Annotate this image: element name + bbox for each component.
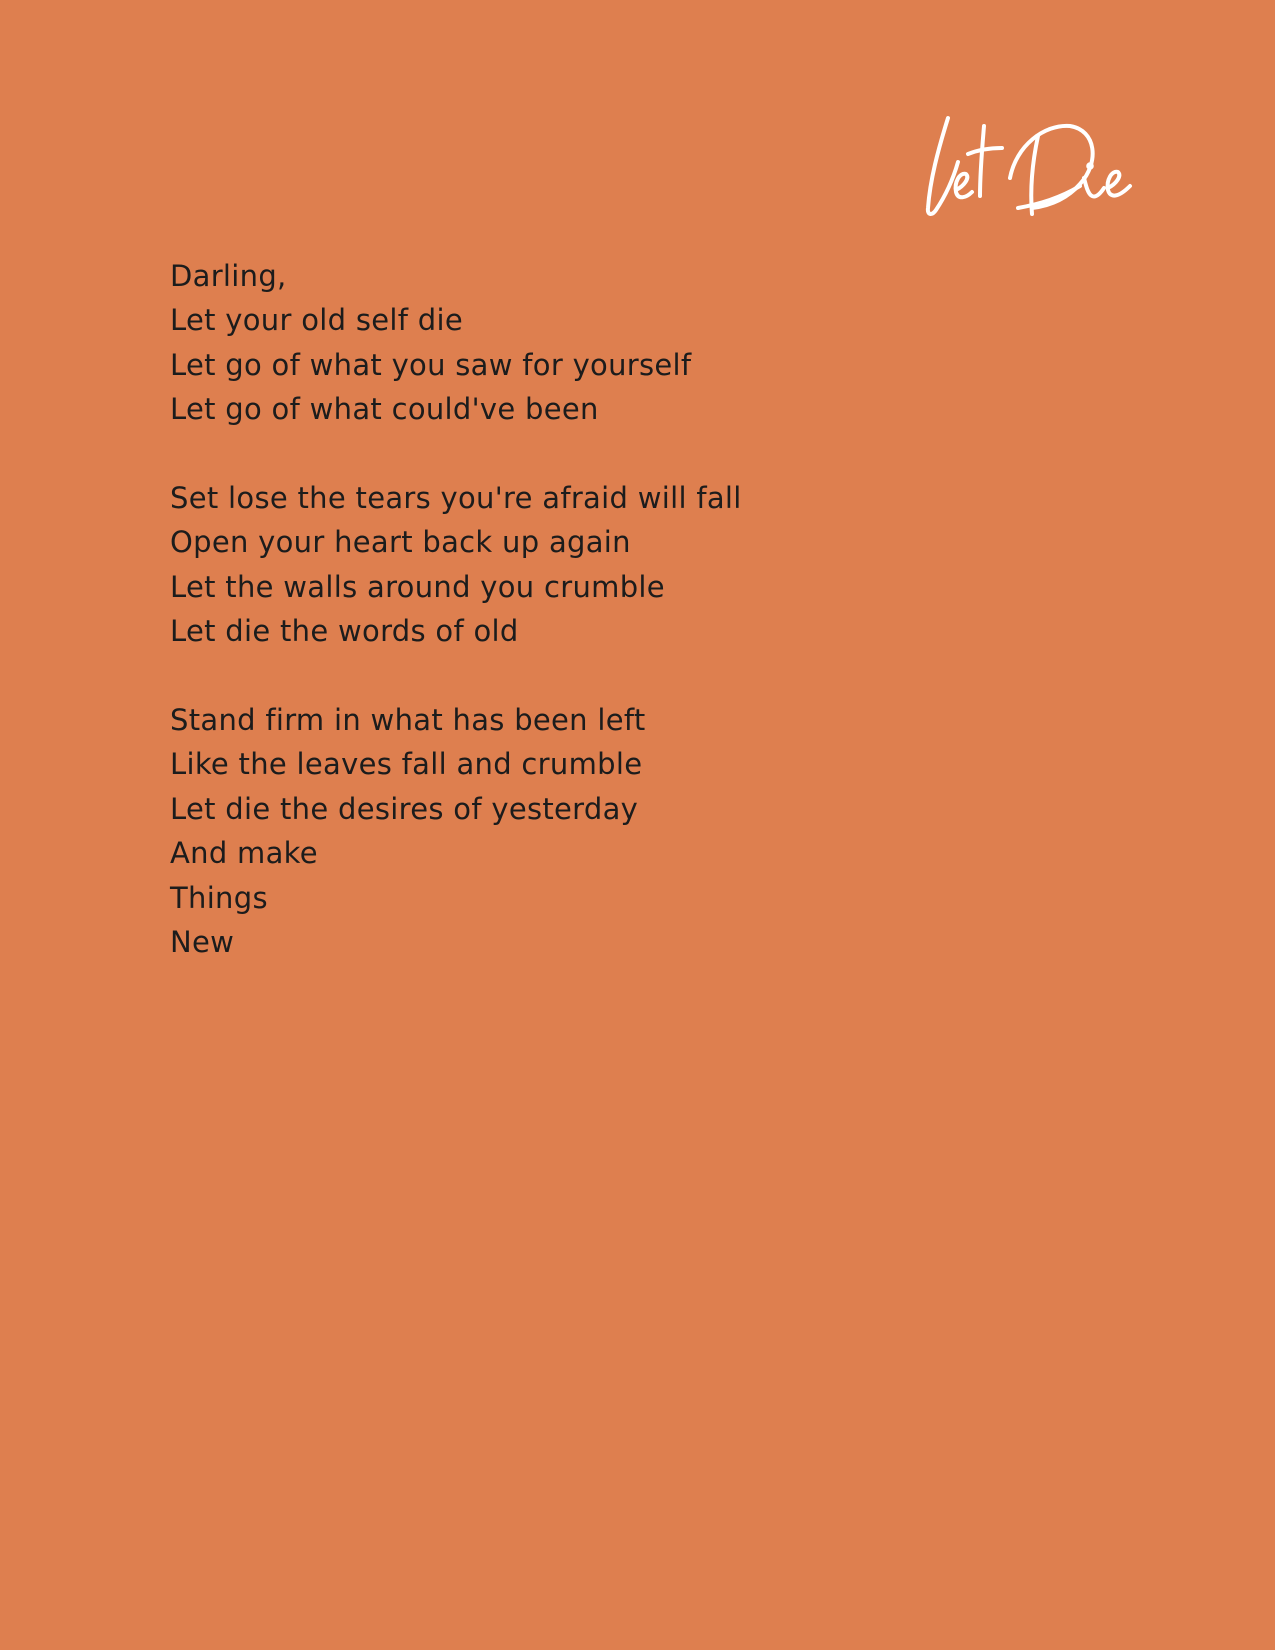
poem-line: Darling,: [170, 259, 287, 293]
poem-line: And make: [170, 836, 318, 871]
handwritten-title: [920, 100, 1160, 230]
poem-stanza: [170, 476, 1070, 654]
poem-stanza: [170, 254, 1070, 432]
poem-line: New: [170, 925, 235, 960]
poem-line: Let die the words of old: [170, 614, 519, 649]
poem-line: Let go of what you saw for yourself: [170, 347, 692, 382]
poem-line: Let the walls around you crumble: [170, 569, 665, 604]
poem-line: Things: [170, 880, 268, 915]
poem-body: [170, 254, 1070, 964]
poem-line: Set lose the tears you're afraid will fall: [170, 481, 742, 516]
poem-title: [920, 100, 1160, 230]
poem-line: Let die the desires of yesterday: [170, 791, 639, 826]
poem-line: Open your heart back up again: [170, 525, 631, 560]
poem-line: Like the leaves fall and crumble: [170, 747, 643, 782]
poem-stanza: [170, 698, 1070, 964]
poem-line: Let your old self die: [170, 303, 463, 338]
poem-line: Let go of what could've been: [170, 392, 599, 427]
poem-line: Stand firm in what has been left: [170, 703, 646, 738]
